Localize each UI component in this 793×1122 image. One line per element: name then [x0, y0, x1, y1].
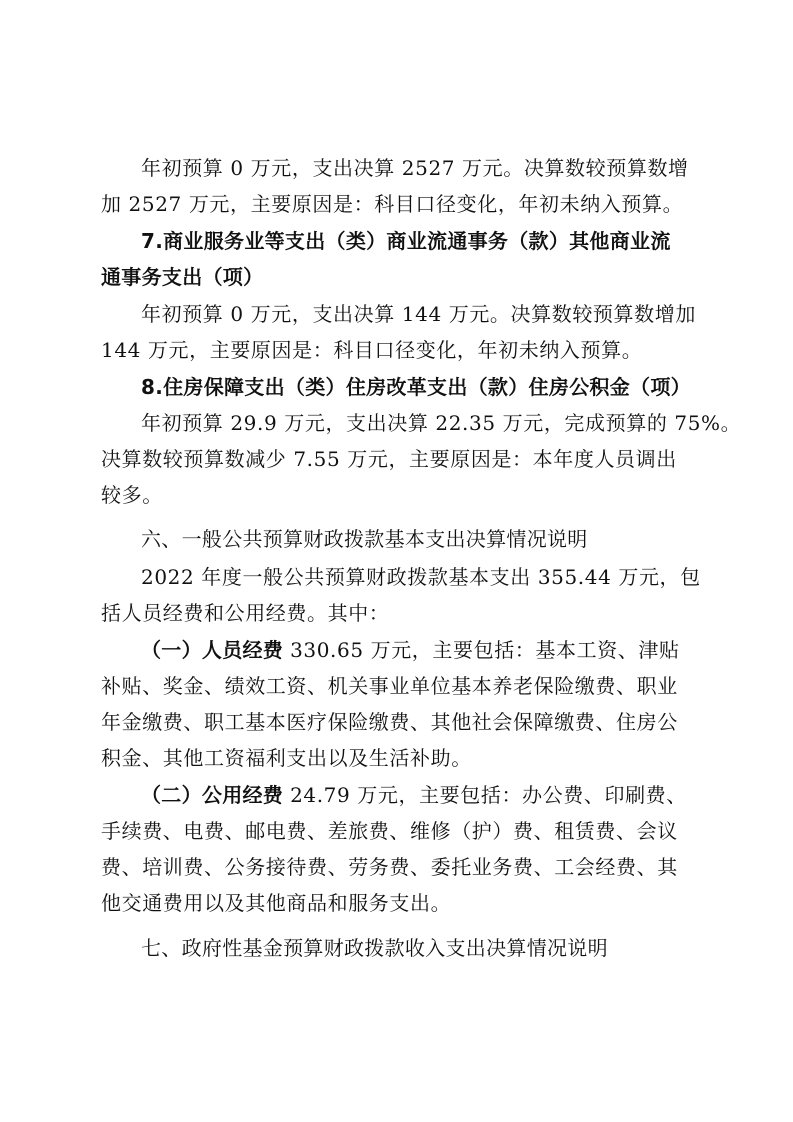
personnel-label: （一）人员经费: [141, 638, 284, 662]
public-text: 24.79 万元，主要包括：办公费、印刷费、: [283, 783, 687, 807]
item-7-title-cont: 通事务支出（项）: [101, 265, 264, 289]
item-7-title: 7.商业服务业等支出（类）商业流通事务（款）其他商业流: [141, 229, 671, 253]
paragraph-line: 2022 年度一般公共预算财政拨款基本支出 355.44 万元，包: [141, 565, 701, 589]
paragraph-line: 补贴、奖金、绩效工资、机关事业单位基本养老保险缴费、职业: [101, 674, 678, 698]
paragraph-line: 年初预算 29.9 万元，支出决算 22.35 万元，完成预算的 75%。: [141, 411, 742, 435]
personnel-text: 330.65 万元，主要包括：基本工资、津贴: [283, 638, 680, 662]
paragraph-line: 144 万元，主要原因是：科目口径变化，年初未纳入预算。: [101, 338, 643, 362]
personnel-line: [141, 632, 701, 668]
paragraph-line: 手续费、电费、邮电费、差旅费、维修（护）费、租赁费、会议: [101, 819, 678, 843]
public-label: （二）公用经费: [141, 783, 284, 807]
paragraph-line: 费、培训费、公务接待费、劳务费、委托业务费、工会经费、其: [101, 855, 678, 879]
paragraph-line: 积金、其他工资福利支出以及生活补助。: [101, 746, 472, 770]
public-line: [141, 777, 701, 813]
section-7-heading: 七、政府性基金预算财政拨款收入支出决算情况说明: [141, 936, 608, 960]
paragraph-line: 年金缴费、职工基本医疗保险缴费、其他社会保障缴费、住房公: [101, 710, 678, 734]
paragraph-line: 年初预算 0 万元，支出决算 144 万元。决算数较预算数增加: [141, 302, 696, 326]
paragraph-line: 括人员经费和公用经费。其中：: [101, 601, 390, 625]
item-8-title: 8.住房保障支出（类）住房改革支出（款）住房公积金（项）: [141, 375, 691, 399]
paragraph-line: 年初预算 0 万元，支出决算 2527 万元。决算数较预算数增: [141, 156, 689, 180]
paragraph-line: 加 2527 万元，主要原因是：科目口径变化，年初未纳入预算。: [101, 192, 684, 216]
paragraph-line: 决算数较预算数减少 7.55 万元，主要原因是：本年度人员调出: [101, 447, 677, 471]
paragraph-line: 他交通费用以及其他商品和服务支出。: [101, 891, 452, 915]
paragraph-line: 较多。: [101, 483, 163, 507]
section-6-heading: 六、一般公共预算财政拨款基本支出决算情况说明: [141, 527, 588, 551]
